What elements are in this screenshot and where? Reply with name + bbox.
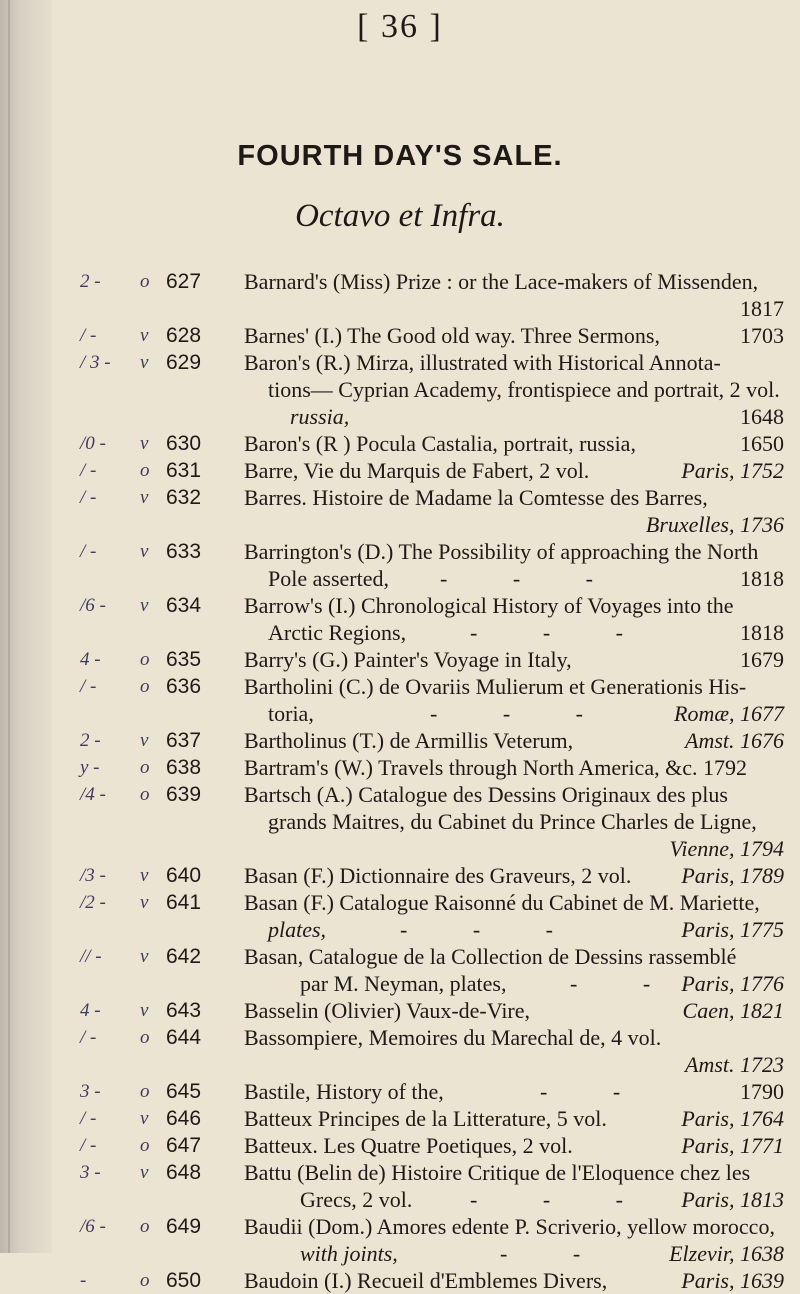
handwritten-price: /6 -	[80, 595, 106, 616]
entry-continuation: plates,	[268, 917, 327, 942]
entry-title: Basan (F.) Dictionnaire des Graveurs, 2 vol.	[244, 863, 632, 888]
entry-title: Batteux. Les Quatre Poetiques, 2 vol.	[244, 1133, 573, 1158]
leader-dashes: - - -	[470, 1187, 653, 1212]
entry-title: Barres. Histoire de Madame la Comtesse des Barres,	[244, 485, 708, 510]
entry-title: Bastile, History of the,	[244, 1079, 444, 1104]
catalogue-entry	[0, 349, 800, 430]
handwritten-mark: v	[140, 325, 149, 346]
handwritten-mark: v	[140, 946, 149, 967]
entry-continuation: par M. Neyman, plates,	[300, 971, 507, 996]
entry-title: Baron's (R.) Mirza, illustrated with Historical Annota-	[244, 350, 721, 375]
handwritten-price: / -	[80, 541, 97, 562]
catalogue-entry	[0, 889, 800, 943]
lot-number: 641	[166, 891, 202, 914]
entry-imprint: Amst. 1723	[685, 1052, 784, 1077]
handwritten-mark: o	[140, 757, 150, 778]
entry-imprint: 1703	[740, 323, 784, 348]
handwritten-mark: v	[140, 1162, 149, 1183]
lot-number: 646	[166, 1107, 202, 1130]
entry-title: Battu (Belin de) Histoire Critique de l'Eloquence chez les	[244, 1160, 751, 1185]
leader-dashes: - -	[540, 1079, 651, 1104]
entry-title: Baron's (R ) Pocula Castalia, portrait, russia,	[244, 431, 636, 456]
lot-number: 650	[166, 1269, 202, 1292]
entry-continuation: with joints,	[300, 1241, 398, 1266]
catalogue-entry	[0, 1078, 800, 1105]
catalogue-entry	[0, 1159, 800, 1213]
lot-number: 648	[166, 1161, 202, 1184]
leader-dashes: - - -	[400, 917, 583, 942]
handwritten-price: /4 -	[80, 784, 106, 805]
entry-title: Bartholinus (T.) de Armillis Veterum,	[244, 728, 574, 753]
handwritten-mark: v	[140, 541, 149, 562]
catalogue-entry	[0, 322, 800, 349]
entry-imprint: 1790	[740, 1079, 784, 1104]
handwritten-price: 4 -	[80, 1000, 101, 1021]
lot-number: 639	[166, 783, 202, 806]
lot-number: 647	[166, 1134, 202, 1157]
handwritten-mark: v	[140, 433, 149, 454]
lot-number: 638	[166, 756, 202, 779]
entry-imprint: Paris, 1776	[681, 971, 784, 996]
catalogue-entry	[0, 457, 800, 484]
handwritten-mark: v	[140, 487, 149, 508]
entry-continuation: toria,	[268, 701, 314, 726]
entry-imprint: Amst. 1676	[685, 728, 784, 753]
handwritten-price: / -	[80, 487, 97, 508]
handwritten-price: / -	[80, 460, 97, 481]
catalogue-entry	[0, 862, 800, 889]
lot-number: 637	[166, 729, 202, 752]
catalogue-entry	[0, 268, 800, 322]
entry-title: Basselin (Olivier) Vaux-de-Vire,	[244, 998, 531, 1023]
leader-dashes: - - -	[430, 701, 613, 726]
entry-imprint: Caen, 1821	[682, 998, 784, 1023]
catalogue-entry	[0, 1024, 800, 1078]
handwritten-mark: v	[140, 595, 149, 616]
lot-number: 630	[166, 432, 202, 455]
handwritten-price: /0 -	[80, 433, 106, 454]
lot-number: 640	[166, 864, 202, 887]
entry-continuation: Pole asserted,	[268, 566, 389, 591]
lot-number: 631	[166, 459, 202, 482]
catalogue-entry	[0, 1213, 800, 1267]
entry-continuation: grands Maitres, du Cabinet du Prince Charles de Ligne,	[268, 809, 757, 834]
leader-dashes: - -	[570, 971, 681, 996]
handwritten-mark: o	[140, 460, 150, 481]
entry-title: Baudii (Dom.) Amores edente P. Scriverio, yellow morocco,	[244, 1214, 775, 1239]
entry-title: Barre, Vie du Marquis de Fabert, 2 vol.	[244, 458, 590, 483]
entry-imprint: Romæ, 1677	[674, 701, 784, 726]
entry-imprint: Paris, 1764	[681, 1106, 784, 1131]
entry-title: Bassompiere, Memoires du Marechal de, 4 vol.	[244, 1025, 662, 1050]
handwritten-price: 2 -	[80, 271, 101, 292]
entry-title: Bartsch (A.) Catalogue des Dessins Originaux des plus	[244, 782, 728, 807]
lot-number: 636	[166, 675, 202, 698]
leader-dashes: - -	[500, 1241, 611, 1266]
handwritten-mark: v	[140, 865, 149, 886]
lot-number: 632	[166, 486, 202, 509]
catalogue-entry	[0, 754, 800, 781]
handwritten-price: / -	[80, 1135, 97, 1156]
entry-imprint: 1648	[740, 404, 784, 429]
catalogue-entry	[0, 592, 800, 646]
handwritten-price: -	[80, 1270, 87, 1291]
handwritten-mark: v	[140, 1000, 149, 1021]
entry-imprint: 1818	[740, 620, 784, 645]
entry-title: Barnes' (I.) The Good old way. Three Sermons,	[244, 323, 660, 348]
lot-number: 645	[166, 1080, 202, 1103]
handwritten-price: 3 -	[80, 1162, 101, 1183]
catalogue-entry	[0, 781, 800, 862]
handwritten-mark: v	[140, 730, 149, 751]
handwritten-mark: o	[140, 1270, 150, 1291]
handwritten-mark: o	[140, 649, 150, 670]
entry-continuation: Arctic Regions,	[268, 620, 407, 645]
catalogue-entry	[0, 997, 800, 1024]
entry-imprint: Paris, 1775	[681, 917, 784, 942]
handwritten-mark: o	[140, 1216, 150, 1237]
lot-number: 633	[166, 540, 202, 563]
entry-title: Basan, Catalogue de la Collection de Dessins rassemblé	[244, 944, 737, 969]
entry-imprint: Paris, 1789	[681, 863, 784, 888]
lot-number: 635	[166, 648, 202, 671]
handwritten-mark: o	[140, 676, 150, 697]
handwritten-mark: o	[140, 1135, 150, 1156]
handwritten-price: 4 -	[80, 649, 101, 670]
handwritten-mark: o	[140, 271, 150, 292]
handwritten-mark: v	[140, 892, 149, 913]
handwritten-price: 3 -	[80, 1081, 101, 1102]
lot-number: 643	[166, 999, 202, 1022]
lot-number: 642	[166, 945, 202, 968]
entry-title: Bartholini (C.) de Ovariis Mulierum et Generationis His-	[244, 674, 747, 699]
handwritten-price: / 3 -	[80, 352, 111, 373]
entry-title: Barry's (G.) Painter's Voyage in Italy,	[244, 647, 572, 672]
lot-number: 634	[166, 594, 202, 617]
entry-binding: russia,	[290, 404, 350, 429]
entry-title: Barrington's (D.) The Possibility of approaching the North	[244, 539, 759, 564]
entry-title: Bartram's (W.) Travels through North America, &c. 1792	[244, 755, 747, 780]
entry-title: Basan (F.) Catalogue Raisonné du Cabinet de M. Mariette,	[244, 890, 760, 915]
lot-number: 649	[166, 1215, 202, 1238]
handwritten-mark: o	[140, 784, 150, 805]
catalogue-entry	[0, 646, 800, 673]
section-title: Octavo et Infra.	[295, 198, 505, 234]
handwritten-price: y -	[80, 757, 100, 778]
leader-dashes: - - -	[440, 566, 623, 591]
handwritten-mark: o	[140, 1027, 150, 1048]
entry-title: Baudoin (I.) Recueil d'Emblemes Divers,	[244, 1268, 608, 1293]
entry-imprint: Paris, 1752	[681, 458, 784, 483]
entry-imprint: Paris, 1771	[681, 1133, 784, 1158]
handwritten-price: / -	[80, 1108, 97, 1129]
entry-title: Barnard's (Miss) Prize : or the Lace-makers of Missenden,	[244, 269, 759, 294]
entry-imprint: 1650	[740, 431, 784, 456]
catalogue-entry	[0, 943, 800, 997]
entry-imprint: Paris, 1813	[681, 1187, 784, 1212]
handwritten-price: 2 -	[80, 730, 101, 751]
handwritten-price: // -	[80, 946, 102, 967]
lot-number: 627	[166, 270, 202, 293]
catalogue-entry	[0, 673, 800, 727]
lot-number: 629	[166, 351, 202, 374]
entry-imprint: 1817	[740, 296, 784, 321]
entry-continuation: tions— Cyprian Academy, frontispiece and portrait, 2 vol.	[268, 377, 780, 402]
handwritten-price: /6 -	[80, 1216, 106, 1237]
lot-number: 644	[166, 1026, 202, 1049]
entry-imprint: 1679	[740, 647, 784, 672]
catalogue-entry	[0, 430, 800, 457]
handwritten-price: /3 -	[80, 865, 106, 886]
leader-dashes: - - -	[470, 620, 653, 645]
handwritten-price: /2 -	[80, 892, 106, 913]
running-title: FOURTH DAY'S SALE.	[237, 140, 563, 172]
catalogue-entry	[0, 1132, 800, 1159]
catalogue-entry	[0, 1105, 800, 1132]
entry-imprint: 1818	[740, 566, 784, 591]
entry-continuation: Grecs, 2 vol.	[300, 1187, 413, 1212]
catalogue-entries	[0, 268, 800, 1294]
catalogue-entry	[0, 538, 800, 592]
entry-imprint: Vienne, 1794	[669, 836, 784, 861]
handwritten-price: / -	[80, 325, 97, 346]
catalogue-entry	[0, 484, 800, 538]
handwritten-mark: v	[140, 1108, 149, 1129]
page-number: [ 36 ]	[357, 8, 443, 45]
handwritten-price: / -	[80, 1027, 97, 1048]
handwritten-mark: o	[140, 1081, 150, 1102]
entry-imprint: Paris, 1639	[681, 1268, 784, 1293]
handwritten-price: / -	[80, 676, 97, 697]
catalogue-entry	[0, 1267, 800, 1294]
entry-title: Barrow's (I.) Chronological History of Voyages into the	[244, 593, 734, 618]
handwritten-mark: v	[140, 352, 149, 373]
catalogue-entry	[0, 727, 800, 754]
lot-number: 628	[166, 324, 202, 347]
entry-imprint: Elzevir, 1638	[669, 1241, 784, 1266]
entry-title: Batteux Principes de la Litterature, 5 vol.	[244, 1106, 607, 1131]
entry-imprint: Bruxelles, 1736	[645, 512, 784, 537]
